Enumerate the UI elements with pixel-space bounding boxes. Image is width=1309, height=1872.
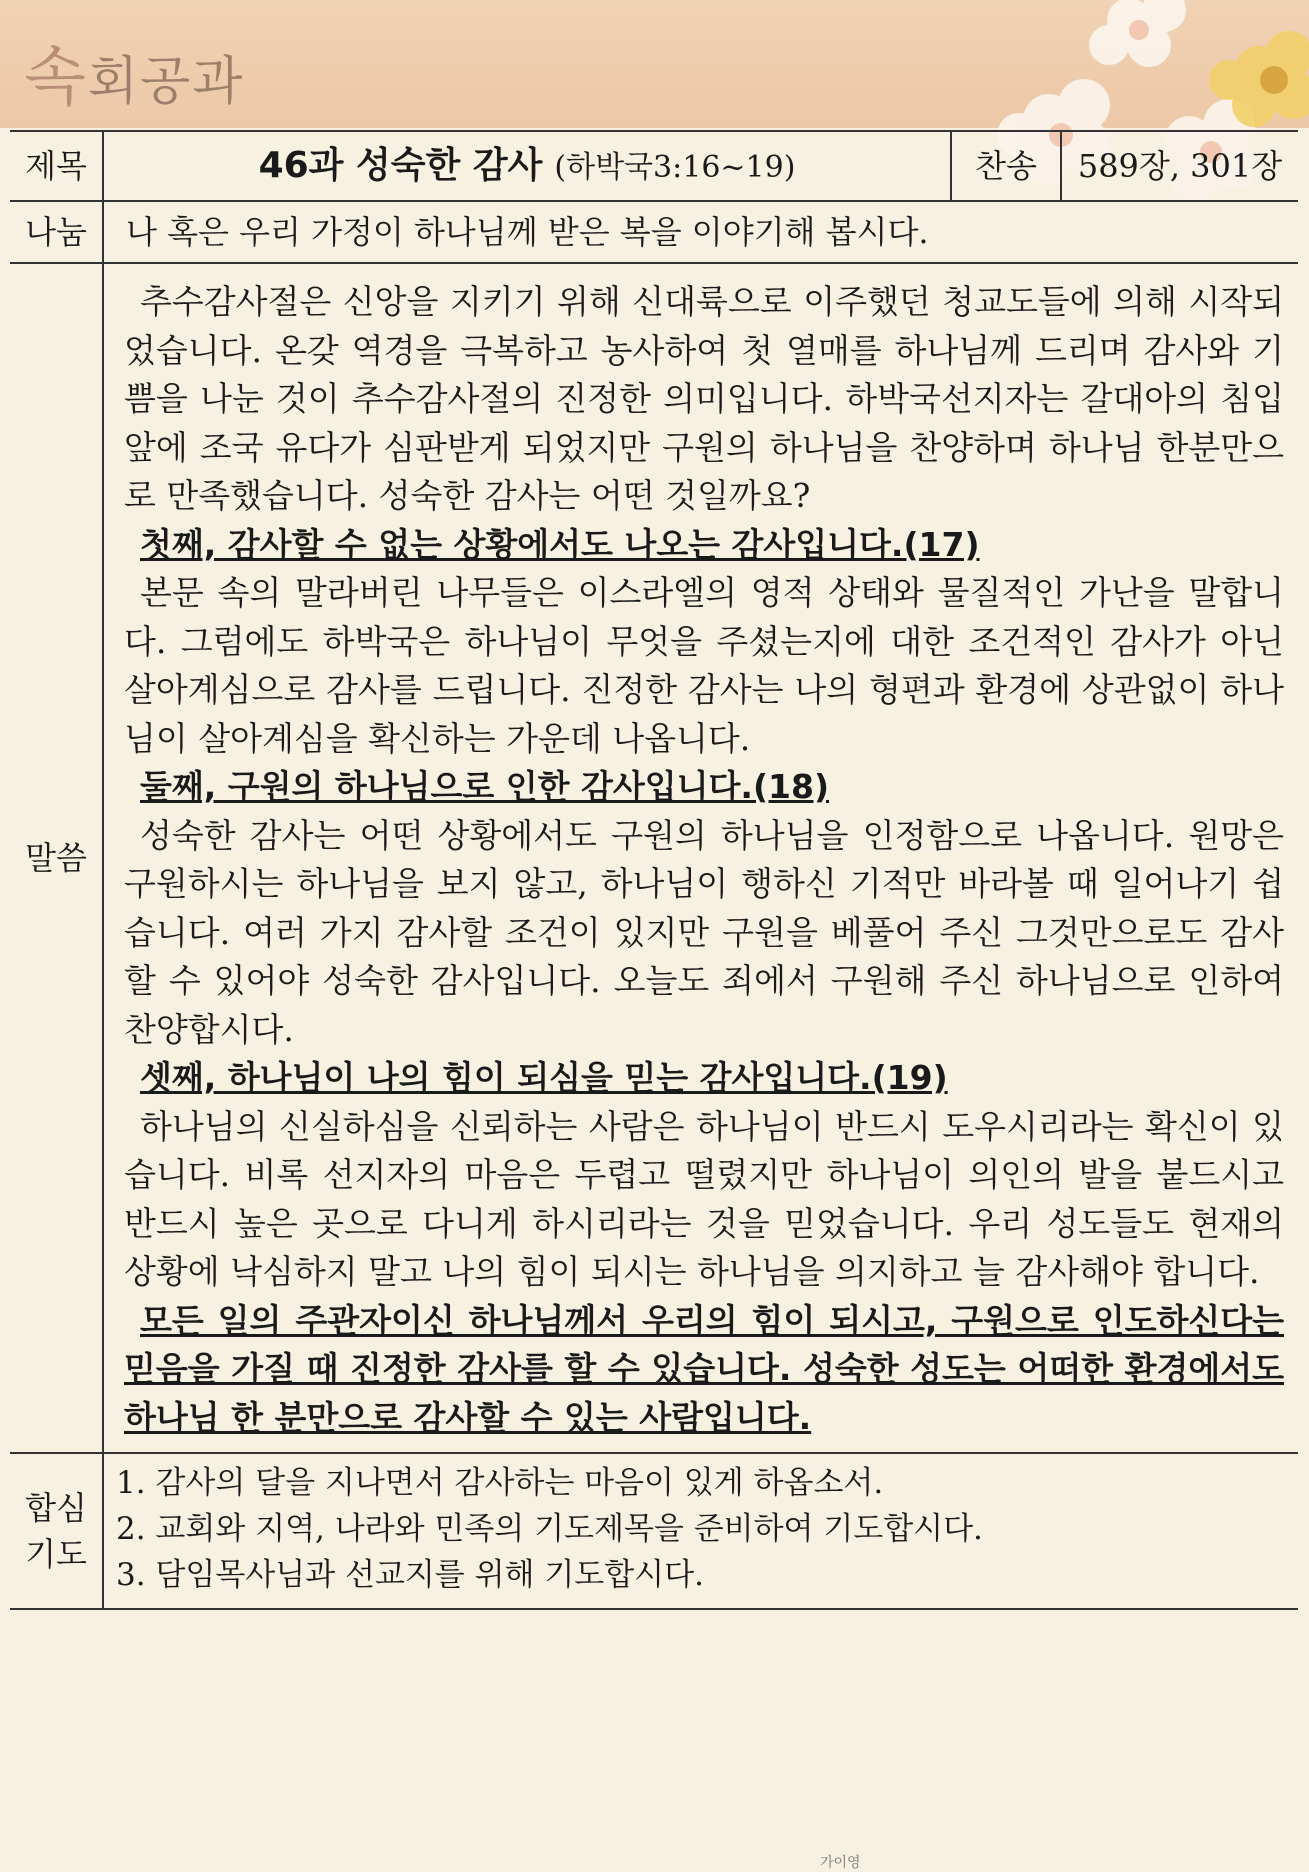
conclusion: 모든 일의 주관자이신 하나님께서 우리의 힘이 되시고, 구원으로 인도하신다는 믿음을 가질 때 진정한 감사를 할 수 있습니다. 성숙한 성도는 어떠한 환경에서도 하나님 한 분만으로 감사할 수 있는 사람입니다. [124, 1300, 1284, 1437]
prayer-item: 3. 담임목사님과 선교지를 위해 기도합시다. [116, 1557, 704, 1593]
word-row [10, 263, 1298, 1453]
lesson-sheet [10, 130, 1298, 1610]
point2-heading: 둘째, 구원의 하나님으로 인한 감사입니다.(18) [140, 767, 830, 806]
point1-heading: 첫째, 감사할 수 없는 상황에서도 나오는 감사입니다.(17) [140, 524, 980, 564]
section-title [24, 26, 245, 118]
prayer-item: 2. 교회와 지역, 나라와 민족의 기도제목을 준비하여 기도합시다. [116, 1511, 983, 1547]
lesson-table [10, 130, 1298, 1610]
section-title-rest: 회공과 [87, 52, 245, 112]
prayer-list [103, 1453, 1298, 1609]
share-label: 나눔 [10, 201, 103, 263]
title-label: 제목 [10, 131, 103, 201]
hymn-numbers: 589장, 301장 [1061, 131, 1298, 201]
hymn-label: 찬송 [951, 131, 1061, 201]
share-text: 나 혹은 우리 가정이 하나님께 받은 복을 이야기해 봅시다. [103, 201, 1298, 263]
point3-heading: 셋째, 하나님이 나의 힘이 되심을 믿는 감사입니다.(19) [140, 1058, 948, 1097]
page-header [0, 0, 1309, 128]
prayer-item: 1. 감사의 달을 지나면서 감사하는 마음이 있게 하옵소서. [116, 1465, 884, 1501]
share-row [10, 201, 1298, 263]
page-footer-text: 가이영 [820, 1855, 861, 1871]
prayer-label-line1: 합심 [25, 1488, 87, 1527]
title-row [10, 131, 1298, 201]
prayer-row [10, 1453, 1298, 1609]
word-intro: 추수감사절은 신앙을 지키기 위해 신대륙으로 이주했던 청교도들에 의해 시작되었습니다. 온갖 역경을 극복하고 농사하여 첫 열매를 하나님께 드리며 감사와 기쁨을 나눈 것이 추수감사절의 진정한 의미입니다. 하박국선지자는 갈대아의 침입앞에 조국 유다가 심판받게 되었지만 구원의 하나님을 찬양하며 하나님 한분만으로 만족했습니다. 성숙한 감사는 어떤 것일까요? [124, 282, 1284, 515]
point2-body: 성숙한 감사는 어떤 상황에서도 구원의 하나님을 인정함으로 나옵니다. 원망은 구원하시는 하나님을 보지 않고, 하나님이 행하신 기적만 바라볼 때 일어나기 쉽습니다. 여러 가지 감사할 조건이 있지만 구원을 베풀어 주신 그것만으로도 감사할 수 있어야 성숙한 감사입니다. 오늘도 죄에서 구원해 주신 하나님으로 인하여 찬양합시다. [124, 815, 1284, 1049]
scripture-reference: (하박국3:16~19) [554, 149, 796, 185]
point1-body: 본문 속의 말라버린 나무들은 이스라엘의 영적 상태와 물질적인 가난을 말합니다. 그럼에도 하박국은 하나님이 무엇을 주셨는지에 대한 조건적인 감사가 아닌 살아계심으로 감사를 드립니다. 진정한 감사는 나의 형편과 환경에 상관없이 하나님이 살아계심을 확신하는 가운데 나옵니다. [124, 573, 1284, 758]
section-title-initial: 속 [24, 41, 88, 115]
point3-body: 하나님의 신실하심을 신뢰하는 사람은 하나님이 반드시 도우시리라는 확신이 있습니다. 비록 선지자의 마음은 두렵고 떨렸지만 하나님이 의인의 발을 붙드시고 반드시 높은 곳으로 다니게 하시리라는 것을 믿었습니다. 우리 성도들도 현재의 상황에 낙심하지 말고 나의 힘이 되시는 하나님을 의지하고 늘 감사해야 합니다. [124, 1106, 1284, 1291]
word-label: 말씀 [10, 263, 103, 1453]
lesson-title-cell [103, 131, 951, 201]
prayer-label-line2: 기도 [25, 1535, 87, 1573]
word-body [103, 263, 1298, 1453]
lesson-title: 46과 성숙한 감사 [258, 144, 543, 186]
prayer-label [10, 1453, 103, 1609]
